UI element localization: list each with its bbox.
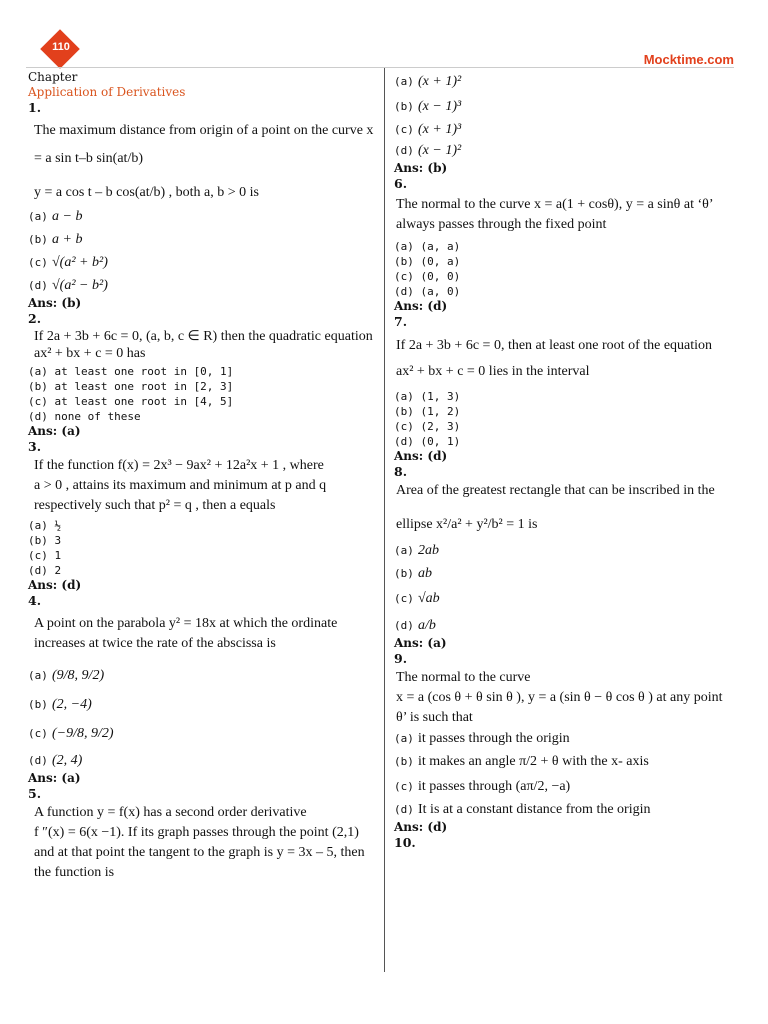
option-a: (a) (a, a) <box>394 240 461 253</box>
option-a: (a) (x + 1)² <box>394 74 462 89</box>
answer: Ans: (a) <box>28 771 81 785</box>
option-c: (c) √(a² + b²) <box>28 255 108 270</box>
answer: Ans: (b) <box>28 296 82 310</box>
option-c: (c) √ab <box>394 591 440 606</box>
option-b: (b) (0, a) <box>394 255 461 268</box>
question-text: If 2a + 3b + 6c = 0, then at least one root of the equation ax² + bx + c = 0 lies in the interval <box>396 338 713 379</box>
answer: Ans: (d) <box>394 820 448 834</box>
answer: Ans: (d) <box>394 299 448 313</box>
option-c: (c) (x + 1)³ <box>394 122 462 137</box>
option-b: (b) (x − 1)³ <box>394 99 462 114</box>
question-number: 3. <box>28 439 42 454</box>
question-text: If 2a + 3b + 6c = 0, (a, b, c ∈ R) then the quadratic equation ax² + bx + c = 0 has <box>34 329 373 361</box>
option-d: (d) (2, 4) <box>28 753 83 768</box>
question-text: The normal to the curve x = a(1 + cosθ), y = a sinθ at ‘θ’ always passes through the fixed point <box>396 197 714 232</box>
question-text: The maximum distance from origin of a point on the curve x = a sin t–b sin(at/b) y = a cos t – b cos(at/b) , both a, b > 0 is <box>34 123 374 200</box>
option-b: (b) (1, 2) <box>394 405 461 418</box>
option-a: (a) ½ <box>28 519 62 532</box>
option-a: (a) (1, 3) <box>394 390 461 403</box>
option-a: (a) a − b <box>28 209 83 224</box>
option-c: (c) 1 <box>28 549 62 562</box>
option-b: (b) a + b <box>28 232 83 247</box>
option-d: (d) none of these <box>28 410 141 423</box>
option-a: (a) 2ab <box>394 543 439 558</box>
option-b: (b) it makes an angle π/2 + θ with the x- axis <box>394 754 649 769</box>
option-b: (b) 3 <box>28 534 62 547</box>
option-a: (a) it passes through the origin <box>394 731 570 746</box>
option-b: (b) at least one root in [2, 3] <box>28 380 234 393</box>
brand-name[interactable]: Mocktime.com <box>643 52 734 67</box>
option-c: (c) at least one root in [4, 5] <box>28 395 234 408</box>
question-text: A point on the parabola y² = 18x at which the ordinate increases at twice the rate of the abscissa is <box>34 616 338 651</box>
question-number: 1. <box>28 100 42 115</box>
option-d: (d) a/b <box>394 618 436 633</box>
option-a: (a) at least one root in [0, 1] <box>28 365 234 378</box>
option-d: (d) It is at a constant distance from the origin <box>394 802 651 817</box>
option-d: (d) (0, 1) <box>394 435 461 448</box>
question-number: 4. <box>28 593 42 608</box>
page-number: 110 <box>52 41 70 53</box>
question-number: 6. <box>394 176 408 191</box>
answer: Ans: (d) <box>394 449 448 463</box>
option-c: (c) it passes through (aπ/2, −a) <box>394 779 571 794</box>
option-d: (d) (x − 1)² <box>394 143 462 158</box>
question-number: 7. <box>394 314 408 329</box>
option-a: (a) (9/8, 9/2) <box>28 668 105 683</box>
option-d: (d) √(a² − b²) <box>28 278 108 293</box>
question-number: 9. <box>394 651 408 666</box>
option-c: (c) (−9/8, 9/2) <box>28 726 114 741</box>
chapter-title: Application of Derivatives <box>28 85 186 99</box>
header-divider <box>26 67 734 68</box>
question-number: 2. <box>28 311 42 326</box>
option-d: (d) (a, 0) <box>394 285 461 298</box>
option-b: (b) (2, −4) <box>28 697 92 712</box>
column-divider <box>384 68 385 972</box>
chapter-label: Chapter <box>28 70 78 84</box>
option-b: (b) ab <box>394 566 432 581</box>
question-number: 10. <box>394 835 416 850</box>
question-text: Area of the greatest rectangle that can be inscribed in the ellipse x²/a² + y²/b² = 1 is <box>396 483 715 532</box>
answer: Ans: (a) <box>394 636 447 650</box>
right-column <box>394 70 740 850</box>
question-text: If the function f(x) = 2x³ − 9ax² + 12a²x + 1 , where a > 0 , attains its maximum and minimum at p and q respectively such that p² = q , then a equals <box>34 458 327 513</box>
option-d: (d) 2 <box>28 564 62 577</box>
answer: Ans: (a) <box>28 424 81 438</box>
answer: Ans: (d) <box>28 578 82 592</box>
question-number: 5. <box>28 786 42 801</box>
question-text: The normal to the curve x = a (cos θ + θ sin θ ), y = a (sin θ − θ cos θ ) at any point θ’ is such that <box>396 670 723 725</box>
question-text: A function y = f(x) has a second order derivative f ″(x) = 6(x −1). If its graph passes through the point (2,1) and at that point the tangent to the graph is y = 3x – 5, then the function is <box>34 805 365 880</box>
question-number: 8. <box>394 464 408 479</box>
left-column <box>28 70 376 883</box>
answer: Ans: (b) <box>394 161 448 175</box>
option-c: (c) (2, 3) <box>394 420 461 433</box>
option-c: (c) (0, 0) <box>394 270 461 283</box>
